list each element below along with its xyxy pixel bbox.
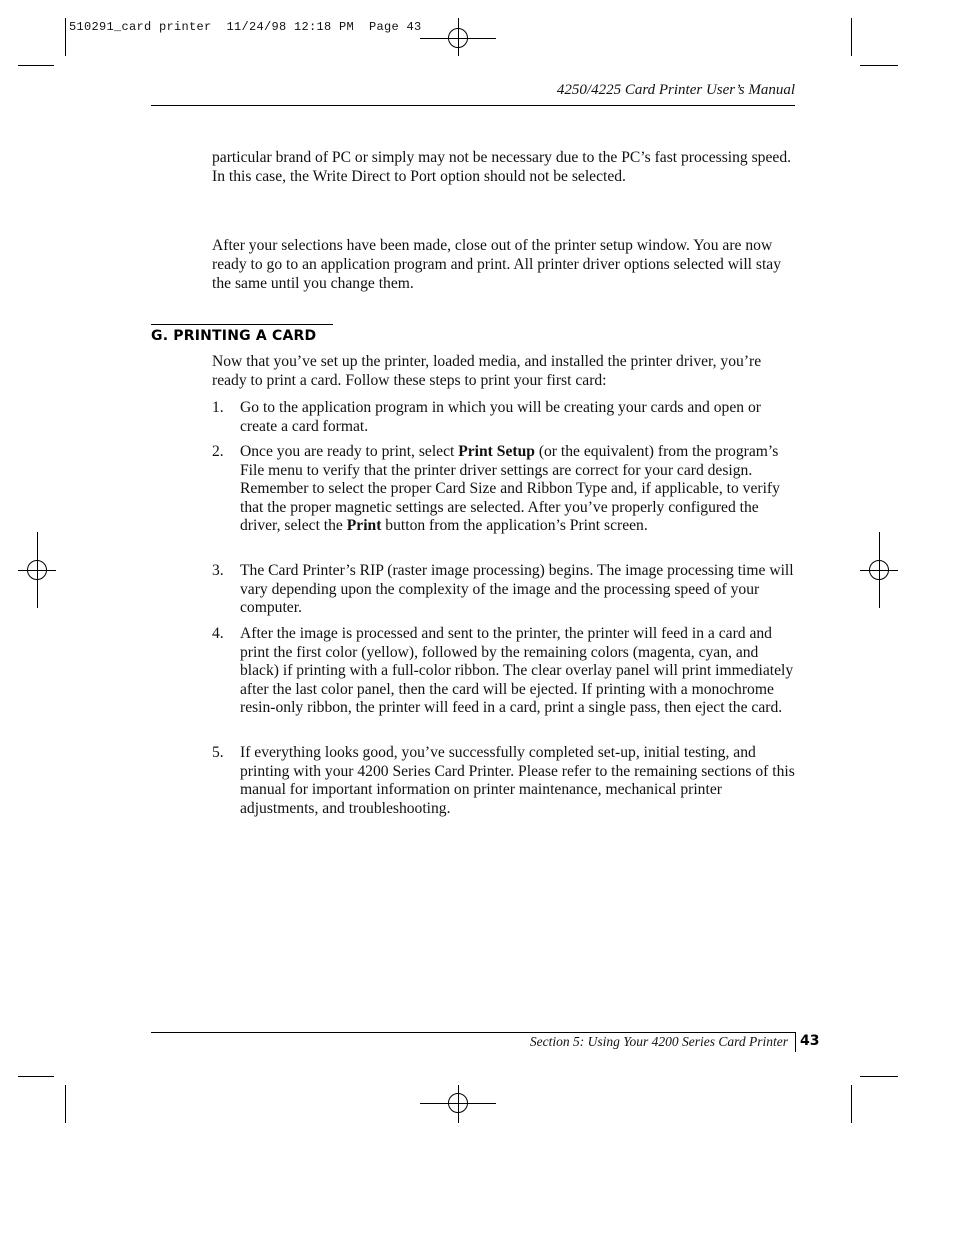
footer-section-title: Section 5: Using Your 4200 Series Card Printer [529, 1034, 788, 1049]
section-intro: Now that you’ve set up the printer, loaded media, and installed the printer driver, you’re ready to print a card. Follow these steps to print your first card: [212, 353, 762, 389]
section-rule [151, 324, 333, 325]
step-number: 4. [212, 625, 224, 642]
step-text: If everything looks good, you’ve successfully completed set-up, initial testing, and printing with your 4200 Series Card Printer. Please refer to the remaining sections of this manual for important information on printer maintenance, mechanical printer adjustments, and troubleshooting. [240, 744, 795, 817]
section-heading: G. PRINTING A CARD [151, 328, 317, 344]
step-number: 1. [212, 399, 224, 416]
printer-slug: 510291_card printer 11/24/98 12:18 PM Page 43 [69, 20, 422, 34]
paragraph-continuation: particular brand of PC or simply may not be necessary due to the PC’s fast processing speed. In this case, the Write Direct to Port option should not be selected. [212, 149, 792, 185]
paragraph-after-selections: After your selections have been made, close out of the printer setup window. You are now ready to go to an application program and print. All printer driver options selected will stay the same until you change them. [212, 237, 782, 292]
page-number: 43 [800, 1033, 820, 1049]
step-text: Once you are ready to print, select Print Setup (or the equivalent) from the program’s File menu to verify that the printer driver settings are correct for your card design. Remember to select the proper Card Size and Ribbon Type and, if applicable, to verify that the proper magnetic settings are selected. After you’ve properly configured the driver, select the Print button from the application’s Print screen. [240, 443, 780, 535]
footer-rule [151, 1032, 795, 1033]
running-header-title: 4250/4225 Card Printer User’s Manual [556, 82, 795, 98]
step-text: Go to the application program in which you will be creating your cards and open or create a card format. [240, 399, 761, 435]
step-text: After the image is processed and sent to the printer, the printer will feed in a card and print the first color (yellow), followed by the remaining colors (magenta, cyan, and black) if printing with a full-color ribbon. The clear overlay panel will print immediately after the last color panel, then the card will be ejected. If printing with a monochrome resin-only ribbon, the printer will feed in a card, print a single pass, then eject the card. [240, 625, 794, 717]
step-number: 3. [212, 562, 224, 579]
step-text: The Card Printer’s RIP (raster image processing) begins. The image processing time will vary depending upon the complexity of the image and the processing speed of your computer. [240, 562, 794, 617]
print-term: Print [346, 517, 382, 535]
footer-divider [795, 1032, 796, 1052]
print-setup-term: Print Setup [458, 443, 535, 460]
step-number: 2. [212, 443, 224, 460]
header-rule [151, 105, 795, 106]
step-number: 5. [212, 744, 224, 761]
